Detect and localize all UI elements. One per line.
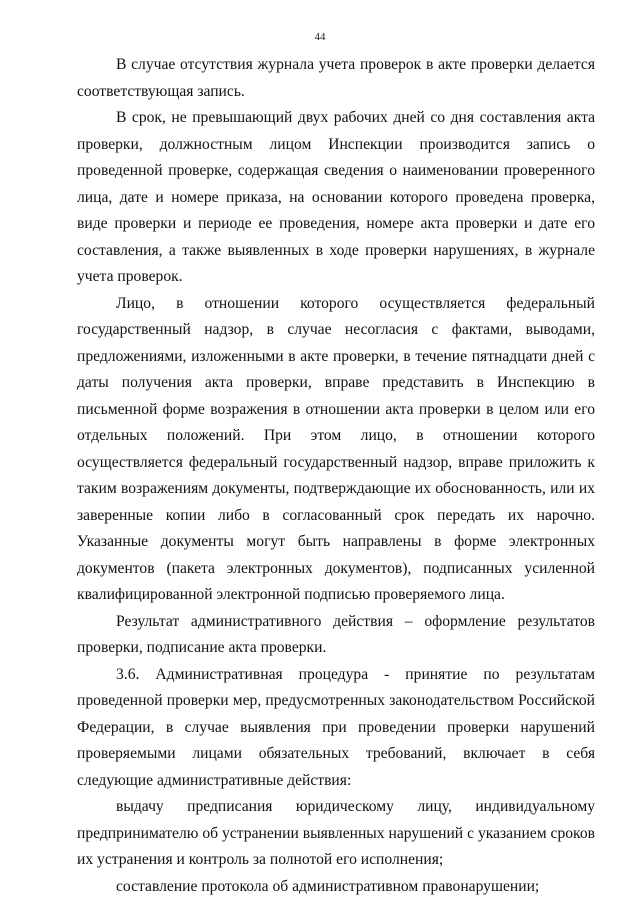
document-body (77, 52, 595, 900)
paragraph-journal-absence: В случае отсутствия журнала учета проверок в акте проверки делается соответствующая запись. (77, 56, 595, 100)
page-number: 44 (314, 31, 326, 43)
paragraph-issue-order: выдачу предписания юридическому лицу, индивидуальному предпринимателю об устранении выявленных нарушений с указанием сроков их устранения и контроль за полнотой его исполнения; (77, 798, 595, 868)
paragraph-journal-entry: В срок, не превышающий двух рабочих дней со дня составления акта проверки, должностным лицом Инспекции производится запись о проведенной проверке, содержащая сведения о наименовании проверенного лица, дате и номере приказа, на основании которого проведена проверка, виде проверки и периоде ее проведения, номере акта проверки и дате его составления, а также выявленных в ходе проверки нарушениях, в журнале учета проверок. (77, 109, 595, 285)
paragraph-action-result: Результат административного действия – оформление результатов проверки, подписание акта проверки. (77, 612, 595, 656)
paragraph-procedure-3-6: 3.6. Административная процедура - принятие по результатам проведенной проверки мер, предусмотренных законодательством Российской Федерации, в случае выявления при проведении проверки нарушений проверяемыми лицами обязательных требований, включает в себя следующие административные действия: (77, 665, 595, 789)
paragraph-objections: Лицо, в отношении которого осуществляется федеральный государственный надзор, в случае несогласия с фактами, выводами, предложениями, изложенными в акте проверки, в течение пятнадцати дней с даты получения акта проверки, вправе представить в Инспекцию в письменной форме возражения в отношении акта проверки в целом или его отдельных положений. При этом лицо, в отношении которого осуществляется федеральный государственный надзор, вправе приложить к таким возражениям документы, подтверждающие их обоснованность, или их заверенные копии либо в согласованный срок передать их нарочно. Указанные документы могут быть направлены в форме электронных документов (пакета электронных документов), подписанных усиленной квалифицированной электронной подписью проверяемого лица. (77, 294, 595, 603)
paragraph-protocol: составление протокола об административном правонарушении; (116, 877, 540, 895)
